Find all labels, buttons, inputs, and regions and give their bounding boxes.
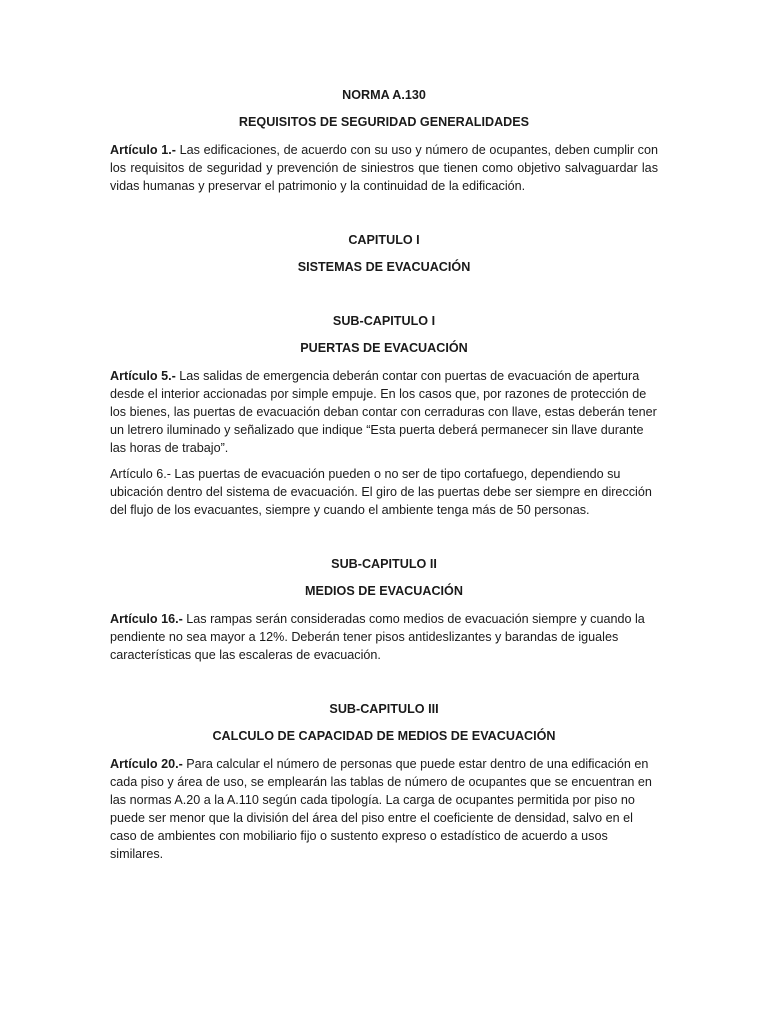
subchapter-1-title: SUB-CAPITULO I: [332, 314, 436, 328]
article-20-text: Para calcular el número de personas que puede estar dentro de una edificación en cada piso y área de uso, se emplearán las tablas de número de ocupantes que se encuentran en las normas A.20 a la A.110 según cada tipología. La carga de ocupantes permitida por piso no puede ser menor que la división del área del piso entre el coeficiente de densidad, salvo en el caso de ambientes con mobiliario fijo o sustento expreso o estadístico de acuerdo a usos similares.: [110, 757, 652, 861]
subchapter-2-title: SUB-CAPITULO II: [331, 557, 437, 571]
article-1-text: Las edificaciones, de acuerdo con su uso y número de ocupantes, deben cumplir con los requisitos de seguridad y prevención de siniestros que tienen como objetivo salvaguardar las vidas humanas y preservar el patrimonio y la continuidad de la edificación.: [110, 143, 658, 193]
article-5-label: Artículo 5.-: [110, 369, 176, 383]
subchapter-2-subtitle: MEDIOS DE EVACUACIÓN: [305, 584, 463, 598]
article-16-label: Artículo 16.-: [110, 612, 183, 626]
document-page: [110, 86, 658, 863]
article-20: [110, 755, 658, 863]
chapter-1-subtitle: SISTEMAS DE EVACUACIÓN: [297, 260, 471, 274]
subchapter-1-subtitle: PUERTAS DE EVACUACIÓN: [300, 341, 468, 355]
chapter-1-title: CAPITULO I: [348, 233, 420, 247]
norma-title: NORMA A.130: [342, 88, 426, 102]
norma-subtitle: REQUISITOS DE SEGURIDAD GENERALIDADES: [238, 115, 530, 129]
article-5: [110, 367, 658, 457]
subchapter-3-subtitle: CALCULO DE CAPACIDAD DE MEDIOS DE EVACUACIÓN: [212, 729, 556, 743]
article-16-text: Las rampas serán consideradas como medios de evacuación siempre y cuando la pendiente no sea mayor a 12%. Deberán tener pisos antideslizantes y barandas de iguales características que las escaleras de evacuación.: [110, 612, 645, 662]
article-5-text: Las salidas de emergencia deberán contar con puertas de evacuación de apertura desde el interior accionadas por simple empuje. En los casos que, por razones de protección de los bienes, las puertas de evacuación deban contar con cerraduras con llave, estas deberán tener un letrero iluminado y señalizado que indique “Esta puerta deberá permanecer sin llave durante las horas de trabajo”.: [110, 369, 657, 455]
subchapter-3-title: SUB-CAPITULO III: [329, 702, 439, 716]
article-1: [110, 141, 658, 195]
article-1-label: Artículo 1.-: [110, 143, 176, 157]
article-6: Artículo 6.- Las puertas de evacuación pueden o no ser de tipo cortafuego, dependiendo su ubicación dentro del sistema de evacuación. El giro de las puertas debe ser siempre en dirección del flujo de los evacuantes, siempre y cuando el ambiente tenga más de 50 personas.: [110, 467, 652, 517]
article-20-label: Artículo 20.-: [110, 757, 183, 771]
article-16: [110, 610, 658, 664]
